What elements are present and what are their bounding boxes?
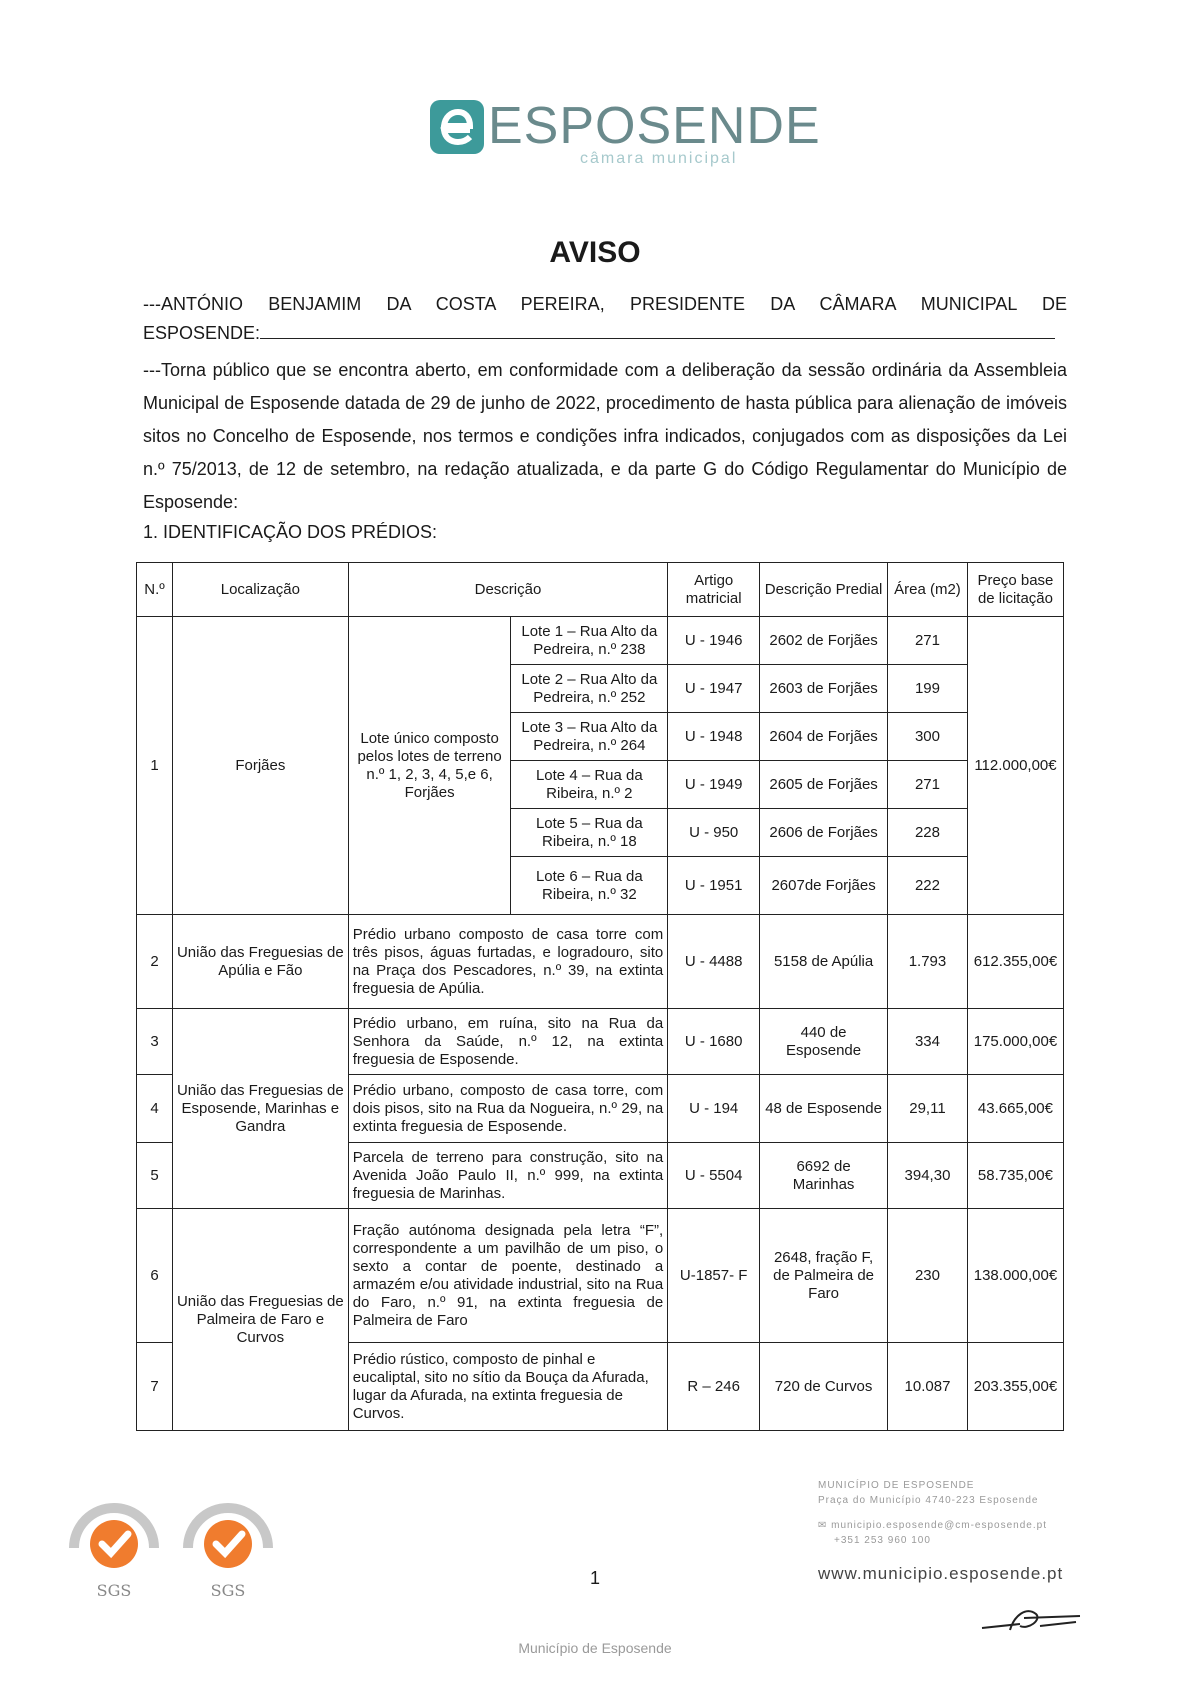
- header-localizacao: Localização: [172, 563, 348, 617]
- intro-line-2: [143, 317, 1067, 350]
- row-artigo: U-1857- F: [668, 1209, 760, 1343]
- row-descricao: Prédio rústico, composto de pinhal e eucaliptal, sito no sítio da Bouça da Afurada, lugar da Afurada, na extinta freguesia de Curvos.: [348, 1343, 668, 1431]
- row-preco: 138.000,00€: [967, 1209, 1063, 1343]
- lot-artigo: U - 1951: [668, 857, 760, 915]
- table-row: [137, 617, 1064, 665]
- row-descricao: Parcela de terreno para construção, sito na Avenida João Paulo II, n.º 999, na extinta freguesia de Marinhas.: [348, 1143, 668, 1209]
- lot-predial: 2607de Forjães: [760, 857, 888, 915]
- header-artigo: Artigo matricial: [668, 563, 760, 617]
- row-artigo: R – 246: [668, 1343, 760, 1431]
- lot-area: 300: [888, 713, 968, 761]
- sgs-certification-icon: [66, 1490, 162, 1580]
- bottom-municipality-name: Município de Esposende: [518, 1640, 672, 1656]
- table-row: [137, 915, 1064, 1009]
- row1-localizacao: Forjães: [172, 617, 348, 915]
- lot-description: Lote 5 – Rua da Ribeira, n.º 18: [511, 809, 668, 857]
- row-area: 334: [888, 1009, 968, 1075]
- row-descricao: Prédio urbano, em ruína, sito na Rua da Senhora da Saúde, n.º 12, na extinta freguesia de Esposende.: [348, 1009, 668, 1075]
- header-descricao: Descrição: [348, 563, 668, 617]
- row1-descricao: Lote único composto pelos lotes de terreno n.º 1, 2, 3, 4, 5,e 6, Forjães: [348, 617, 511, 915]
- sgs-seal: [66, 1490, 162, 1600]
- footer-address-street: Praça do Município 4740-223 Esposende: [818, 1495, 1039, 1506]
- row-descricao: Prédio urbano, composto de casa torre, com dois pisos, sito na Rua da Nogueira, n.º 29, na extinta freguesia de Esposende.: [348, 1075, 668, 1143]
- signature-icon: [980, 1600, 1090, 1640]
- header-n: N.º: [137, 563, 173, 617]
- lot-predial: 2603 de Forjães: [760, 665, 888, 713]
- header-area: Área (m2): [888, 563, 968, 617]
- row-preco: 612.355,00€: [967, 915, 1063, 1009]
- header-preco: Preço base de licitação: [967, 563, 1063, 617]
- page-number: 1: [590, 1568, 601, 1588]
- row-localizacao: União das Freguesias de Esposende, Marinhas e Gandra: [172, 1009, 348, 1209]
- row-localizacao: União das Freguesias de Palmeira de Faro e Curvos: [172, 1209, 348, 1431]
- lot-description: Lote 6 – Rua da Ribeira, n.º 32: [511, 857, 668, 915]
- row-n: 5: [137, 1143, 173, 1209]
- row1-preco: 112.000,00€: [967, 617, 1063, 915]
- lot-area: 228: [888, 809, 968, 857]
- row-artigo: U - 194: [668, 1075, 760, 1143]
- row-n: 2: [137, 915, 173, 1009]
- lot-area: 199: [888, 665, 968, 713]
- row-area: 394,30: [888, 1143, 968, 1209]
- row-area: 10.087: [888, 1343, 968, 1431]
- row-n: 4: [137, 1075, 173, 1143]
- table-header-row: [137, 563, 1064, 617]
- row-predial: 6692 de Marinhas: [760, 1143, 888, 1209]
- intro-body: ---Torna público que se encontra aberto, em conformidade com a deliberação da sessão ordinária da Assembleia Municipal de Esposende datada de 29 de junho de 2022, procedimento de hasta pública para alienação de imóveis sitos no Concelho de Esposende, nos termos e condições infra indicados, conjugados com as disposições da Lei n.º 75/2013, de 12 de setembro, na redação atualizada, e da parte G do Código Regulamentar do Município de Esposende:: [143, 360, 1067, 512]
- lot-description: Lote 2 – Rua Alto da Pedreira, n.º 252: [511, 665, 668, 713]
- lot-area: 271: [888, 761, 968, 809]
- row-predial: 2648, fração F, de Palmeira de Faro: [760, 1209, 888, 1343]
- row-predial: 5158 de Apúlia: [760, 915, 888, 1009]
- row1-n: 1: [137, 617, 173, 915]
- footer-address-phone: +351 253 960 100: [834, 1535, 931, 1546]
- footer-address-name: MUNICÍPIO DE ESPOSENDE: [818, 1480, 975, 1491]
- esposende-e-icon: [430, 100, 484, 154]
- row-n: 3: [137, 1009, 173, 1075]
- lot-artigo: U - 950: [668, 809, 760, 857]
- lot-predial: 2602 de Forjães: [760, 617, 888, 665]
- lot-area: 222: [888, 857, 968, 915]
- table-row: [137, 1209, 1064, 1343]
- properties-table: [136, 562, 1064, 1431]
- sgs-label: SGS: [96, 1581, 132, 1600]
- row-preco: 43.665,00€: [967, 1075, 1063, 1143]
- underline-rule: [260, 318, 1055, 339]
- lot-artigo: U - 1948: [668, 713, 760, 761]
- lot-predial: 2606 de Forjães: [760, 809, 888, 857]
- lot-description: Lote 3 – Rua Alto da Pedreira, n.º 264: [511, 713, 668, 761]
- page-title: AVISO: [549, 236, 641, 269]
- row-area: 230: [888, 1209, 968, 1343]
- row-artigo: U - 4488: [668, 915, 760, 1009]
- esposende-logo: [430, 97, 821, 178]
- lot-predial: 2605 de Forjães: [760, 761, 888, 809]
- row-preco: 58.735,00€: [967, 1143, 1063, 1209]
- lot-artigo: U - 1947: [668, 665, 760, 713]
- row-preco: 175.000,00€: [967, 1009, 1063, 1075]
- footer-address: [818, 1478, 1047, 1548]
- row-artigo: U - 1680: [668, 1009, 760, 1075]
- footer-website-link[interactable]: www.municipio.esposende.pt: [818, 1564, 1064, 1583]
- row-descricao: Fração autónoma designada pela letra “F”, correspondente a um pavilhão de um piso, o sexto a contar de poente, destinado a armazém e/ou atividade industrial, sito na Rua do Faro, n.º 91, na extinta freguesia de Palmeira de Faro: [348, 1209, 668, 1343]
- sgs-certification-icon: [180, 1490, 276, 1580]
- row-n: 6: [137, 1209, 173, 1343]
- footer-address-email: ✉ municipio.esposende@cm-esposende.pt: [818, 1520, 1047, 1531]
- sgs-label: SGS: [210, 1581, 246, 1600]
- lot-artigo: U - 1949: [668, 761, 760, 809]
- row-predial: 440 de Esposende: [760, 1009, 888, 1075]
- row-artigo: U - 5504: [668, 1143, 760, 1209]
- intro-line-1: ---ANTÓNIO BENJAMIM DA COSTA PEREIRA, PRESIDENTE DA CÂMARA MUNICIPAL DE: [143, 294, 1067, 314]
- row-localizacao: União das Freguesias de Apúlia e Fão: [172, 915, 348, 1009]
- sgs-seal: [180, 1490, 276, 1600]
- logo-subtitle: câmara municipal: [580, 150, 738, 167]
- lot-artigo: U - 1946: [668, 617, 760, 665]
- row-n: 7: [137, 1343, 173, 1431]
- lot-description: Lote 1 – Rua Alto da Pedreira, n.º 238: [511, 617, 668, 665]
- lot-area: 271: [888, 617, 968, 665]
- section-heading: 1. IDENTIFICAÇÃO DOS PRÉDIOS:: [143, 522, 438, 542]
- row-predial: 48 de Esposende: [760, 1075, 888, 1143]
- lot-description: Lote 4 – Rua da Ribeira, n.º 2: [511, 761, 668, 809]
- row-predial: 720 de Curvos: [760, 1343, 888, 1431]
- table-row: [137, 1009, 1064, 1075]
- lot-predial: 2604 de Forjães: [760, 713, 888, 761]
- row-descricao: Prédio urbano composto de casa torre com três pisos, águas furtadas, e logradouro, sito na Praça dos Pescadores, n.º 39, na extinta freguesia de Apúlia.: [348, 915, 668, 1009]
- row-area: 1.793: [888, 915, 968, 1009]
- row-preco: 203.355,00€: [967, 1343, 1063, 1431]
- intro-esposende: ESPOSENDE:: [143, 323, 261, 343]
- header-predial: Descrição Predial: [760, 563, 888, 617]
- row-area: 29,11: [888, 1075, 968, 1143]
- logo-word: ESPOSENDE: [488, 97, 821, 155]
- intro-line: [143, 288, 1067, 350]
